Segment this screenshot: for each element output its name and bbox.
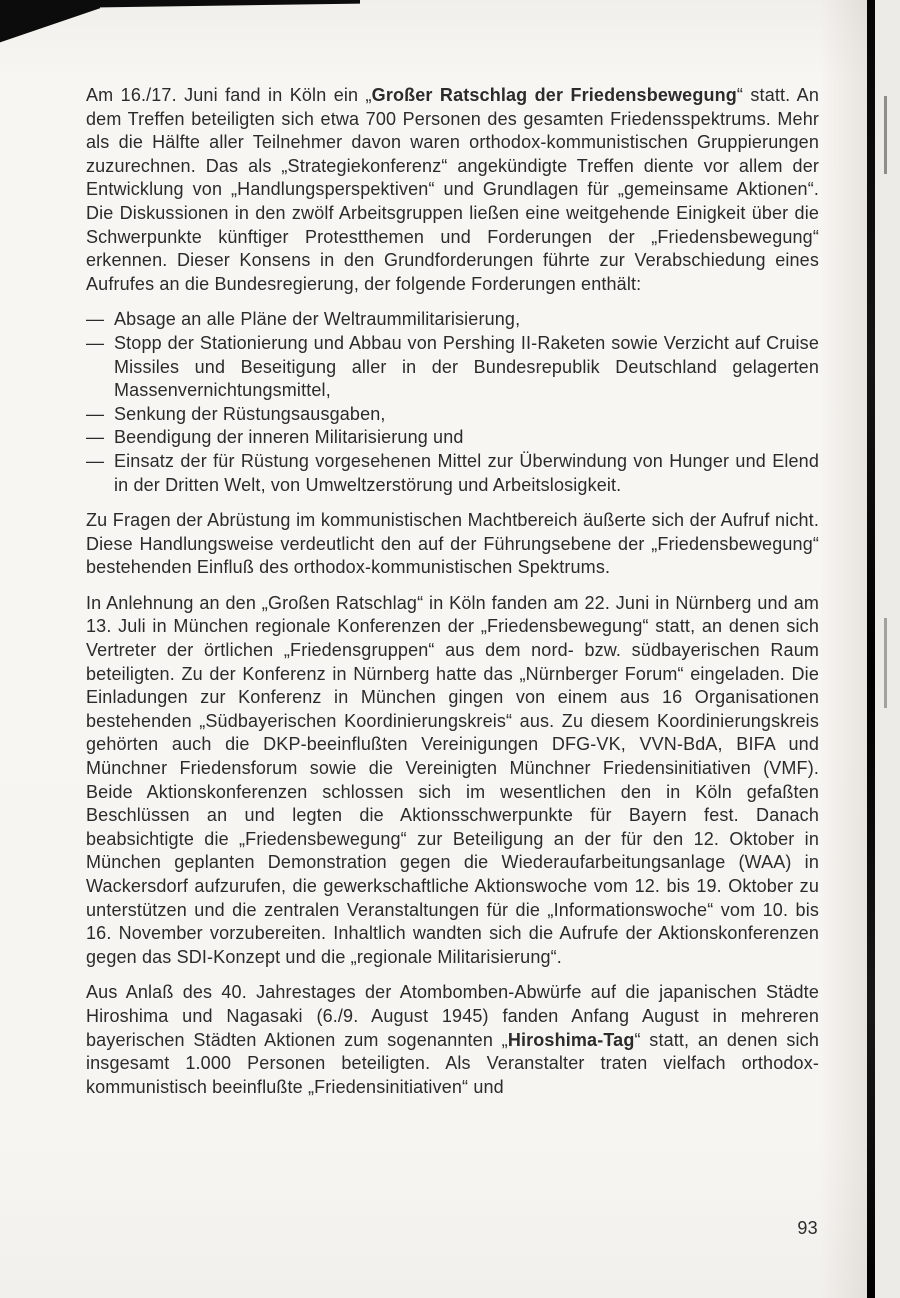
bold-phrase-grosser-ratschlag: Großer Ratschlag der Friedensbewegung (371, 85, 737, 105)
bold-phrase-hiroshima-tag: Hiroshima-Tag (507, 1029, 635, 1050)
paragraph-closing (86, 981, 819, 1099)
paragraph-opening (86, 84, 819, 296)
list-item-text: Einsatz der für Rüstung vorgesehenen Mittel zur Überwindung von Hunger und Elend in der Dritten Welt, von Umweltzerstörung und Arbeitslosigkeit. (114, 450, 819, 495)
demands-list (86, 308, 819, 497)
page-body (86, 84, 819, 1111)
list-item-text: Stopp der Stationierung und Abbau von Pershing II-Raketen sowie Verzicht auf Cruise Missiles und Beseitigung aller in der Bundesrepublik Deutschland gelagerten Massenvernichtungsmittel, (114, 332, 819, 401)
dash-marker: — (86, 450, 105, 471)
scan-artifact-mark-middle (884, 618, 887, 708)
list-item-text: Beendigung der inneren Militarisierung und (114, 427, 464, 448)
page-number: 93 (797, 1218, 818, 1238)
list-item-text: Senkung der Rüstungsausgaben, (114, 403, 386, 424)
dash-marker: — (86, 403, 105, 424)
scan-artifact-top-edge (60, 0, 360, 8)
list-item (86, 426, 819, 450)
dash-marker: — (86, 332, 105, 353)
list-item (86, 450, 819, 497)
dash-marker: — (86, 309, 105, 330)
paragraph-text: “ statt. An dem Treffen beteiligten sich etwa 700 Personen des gesamten Friedensspektrums. Mehr als die Hälfte aller Teilnehmer davon waren orthodox-kommunistischen Gruppierungen zuzurechnen. Das als „Strategiekonferenz“ angekündigte Treffen diente vor allem der Entwicklung von „Handlungsperspektiven“ und Grundlagen für „gemeinsame Aktionen“. Die Diskussionen in den zwölf Arbeitsgruppen ließen eine weitgehende Einigkeit über die Schwerpunkte künftiger Protestthemen und Forderungen der „Friedensbewegung“ erkennen. Dieser Konsens in den Grundforderungen führte zur Verabschiedung eines Aufrufes an die Bundesregierung, der folgende Forderungen enthält: (86, 85, 819, 294)
scan-artifact-right-edge (867, 0, 875, 1298)
list-item-text: Absage an alle Pläne der Weltraummilitarisierung, (114, 309, 521, 330)
list-item (86, 403, 819, 427)
list-item (86, 308, 819, 332)
paragraph-abruestung: Zu Fragen der Abrüstung im kommunistischen Machtbereich äußerte sich der Aufruf nicht. Diese Handlungsweise verdeutlicht den auf der Führungsebene der „Friedensbewegung“ bestehenden Einfluß des orthodox-kommunistischen Spektrums. (86, 510, 819, 578)
paragraph-regionale-konferenzen: In Anlehnung an den „Großen Ratschlag“ in Köln fanden am 22. Juni in Nürnberg und am 13. Juli in München regionale Konferenzen der „Friedensbewegung“ statt, an denen sich Vertreter der örtlichen „Friedensgruppen“ aus dem nord- bzw. südbayerischen Raum beteiligten. Zu der Konferenz in Nürnberg hatte das „Nürnberger Forum“ eingeladen. Die Einladungen zur Konferenz in München gingen von einem aus 16 Organisationen bestehenden „Südbayerischen Koordinierungskreis“ aus. Zu diesem Koordinierungskreis gehörten auch die DKP-beeinflußten Vereinigungen DFG-VK, VVN-BdA, BIFA und Münchner Friedensforum sowie die Vereinigten Münchner Friedensinitiativen (VMF). Beide Aktionskonferenzen schlossen sich im wesentlichen den in Köln gefaßten Beschlüssen an und legten die Aktionsschwerpunkte für Bayern fest. Danach beabsichtigte die „Friedensbewegung“ zur Beteiligung an der für den 12. Oktober in München geplanten Demonstration gegen die Wiederaufarbeitungsanlage (WAA) in Wackersdorf aufzurufen, die gewerkschaftliche Aktionswoche vom 12. bis 19. Oktober zu unterstützen und die zentralen Veranstaltungen für die „Informationswoche“ vom 10. bis 16. November vorzubereiten. Inhaltlich wandten sich die Aufrufe der Aktionskonferenzen gegen das SDI-Konzept und die „regionale Militarisierung“. (86, 592, 819, 967)
scan-shadow-right (820, 0, 867, 1298)
scanner-bed-strip (875, 0, 900, 1298)
paragraph-text: Aus Anlaß des 40. Jahrestages der Atombomben-Abwürfe auf die japanischen Städte Hiroshima und Nagasaki (6./9. August 1945) fanden Anfang August in mehreren bayerischen Städten Aktionen zum sogenannten „ (86, 982, 819, 1050)
list-item (86, 332, 819, 403)
paragraph-text: Am 16./17. Juni fand in Köln ein „ (86, 85, 372, 105)
paragraph-text: “ statt, an denen sich insgesamt 1.000 Personen beteiligten. Als Veranstalter traten vielfach orthodox-kommunistisch beeinflußte „Friedensinitiativen“ und (86, 1029, 819, 1097)
dash-marker: — (86, 427, 105, 448)
scan-artifact-mark-top (884, 96, 887, 174)
